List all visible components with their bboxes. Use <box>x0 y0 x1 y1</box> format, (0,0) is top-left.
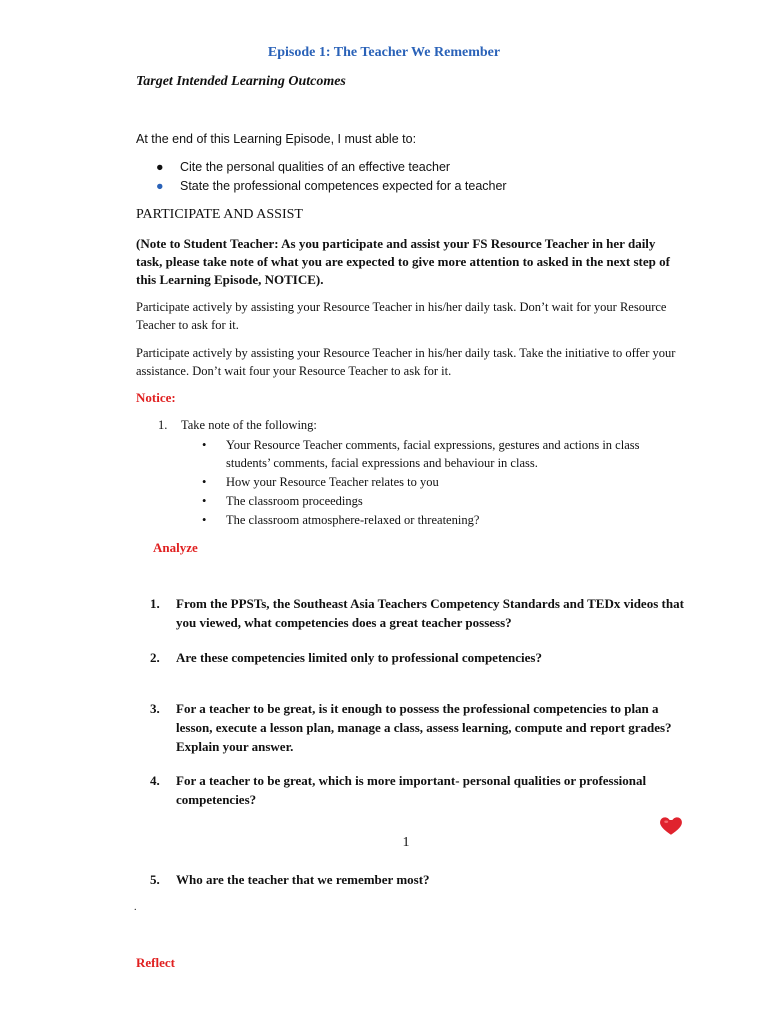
participate-heading: PARTICIPATE AND ASSIST <box>136 207 303 222</box>
list-item <box>156 179 507 198</box>
page-number: 1 <box>402 835 410 850</box>
question-text: From the PPSTs, the Southeast Asia Teachers Competency Standards and TEDx videos that you viewed, what competencies does a great teacher possess? <box>176 596 684 630</box>
list-item <box>202 436 682 472</box>
bullet-icon: ● <box>156 160 164 174</box>
question-number: 3. <box>150 701 160 716</box>
question-text: Who are the teacher that we remember most? <box>176 872 430 887</box>
subitem-text: How your Resource Teacher relates to you <box>226 475 439 489</box>
question-text: Are these competencies limited only to professional competencies? <box>176 650 542 665</box>
subitem-text: Your Resource Teacher comments, facial expressions, gestures and actions in class students’ comments, facial expressions and behaviour in class. <box>226 438 640 470</box>
question-number: 2. <box>150 650 160 665</box>
subitem-text: The classroom atmosphere-relaxed or threatening? <box>226 513 480 527</box>
subitem-text: The classroom proceedings <box>226 494 363 508</box>
document-title: Episode 1: The Teacher We Remember <box>267 45 501 60</box>
question-text: For a teacher to be great, which is more important- personal qualities or professional competencies? <box>176 773 647 807</box>
notice-item-text: Take note of the following: <box>181 418 317 432</box>
question-4 <box>150 771 690 809</box>
question-3 <box>150 699 690 756</box>
outcome-text: State the professional competences expected for a teacher <box>180 179 507 193</box>
question-number: 1. <box>150 596 160 611</box>
question-5 <box>150 870 690 889</box>
bullet-icon: • <box>202 438 207 452</box>
paragraph-2: Participate actively by assisting your Resource Teacher in his/her daily task. Take the initiative to offer your assistance. Don’t wait four your Resource Teacher to ask for it. <box>136 346 676 378</box>
bullet-icon: ● <box>156 179 164 193</box>
target-outcomes-heading: Target Intended Learning Outcomes <box>136 74 346 89</box>
paragraph-1: Participate actively by assisting your Resource Teacher in his/her daily task. Don’t wait for your Resource Teacher to ask for it. <box>136 300 667 332</box>
question-1 <box>150 594 690 632</box>
list-item <box>156 160 507 179</box>
outcome-text: Cite the personal qualities of an effective teacher <box>180 160 451 174</box>
outcomes-list <box>156 160 507 198</box>
notice-heading: Notice: <box>136 390 176 405</box>
analyze-heading: Analyze <box>153 540 198 555</box>
question-number: 4. <box>150 773 160 788</box>
bullet-icon: • <box>202 494 207 508</box>
notice-subitems <box>202 436 682 530</box>
reflect-heading: Reflect <box>136 955 175 970</box>
note-to-student-teacher: (Note to Student Teacher: As you participate and assist your FS Resource Teacher in her daily task, please take note of what you are expected to give more attention to asked in the next step of this Learning Episode, NOTICE). <box>136 236 670 287</box>
list-item <box>202 473 682 491</box>
question-2 <box>150 648 690 667</box>
intro-text: At the end of this Learning Episode, I must able to: <box>136 132 417 146</box>
notice-item-number: 1. <box>158 418 168 432</box>
question-text: For a teacher to be great, is it enough to possess the professional competencies to plan a lesson, execute a lesson plan, manage a class, assess learning, compute and report grades? Explain your answer. <box>176 701 672 754</box>
stray-mark: . <box>134 902 137 913</box>
list-item <box>202 492 682 510</box>
question-number: 5. <box>150 872 160 887</box>
bullet-icon: • <box>202 513 207 527</box>
bullet-icon: • <box>202 475 207 489</box>
list-item <box>202 511 682 529</box>
